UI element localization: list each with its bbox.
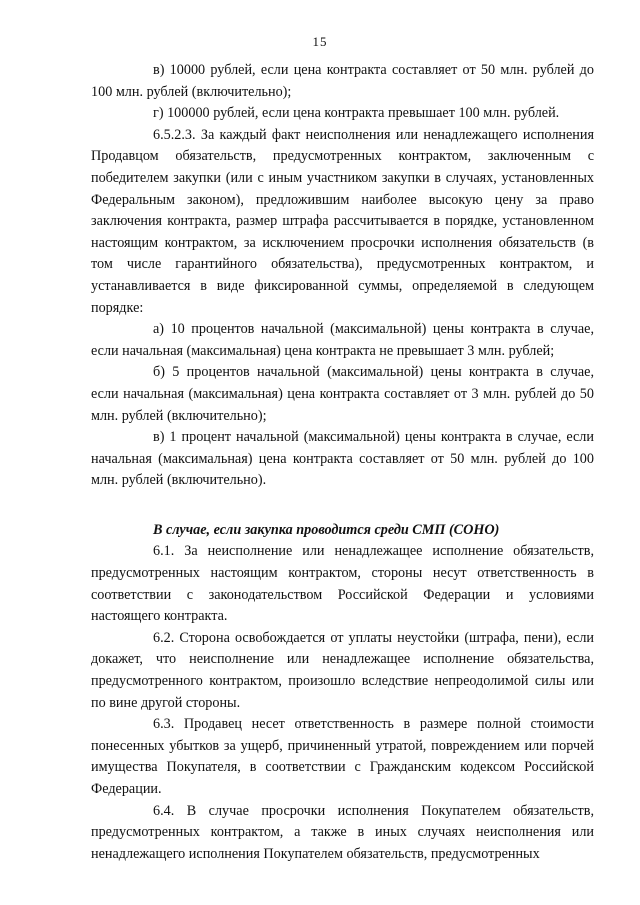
section-heading-smp-sono: В случае, если закупка проводится среди СМП (СОНО) (153, 521, 500, 538)
paragraph-clause-g-100000: г) 100000 рублей, если цена контракта превышает 100 млн. рублей. (153, 105, 560, 122)
page-number: 15 (312, 34, 328, 49)
paragraph-clause-v-10000: в) 10000 рублей, если цена контракта составляет от 50 млн. рублей до 100 млн. рублей (включительно); (91, 62, 594, 100)
paragraph-6-5-2-3: 6.5.2.3. За каждый факт неисполнения или ненадлежащего исполнения Продавцом обязательств, предусмотренных контрактом, заключенным с победителем закупки (или с иным участником закупки в случаях, установленных Федеральным законом), предложившим наиболее высокую цену за право заключения контракта, размер штрафа рассчитывается в порядке, установленном настоящим контрактом, за исключением просрочки исполнения обязательств (в том числе гарантийного обязательства), предусмотренных контрактом, и устанавливается в виде фиксированной суммы, определяемой в следующем порядке: (91, 126, 594, 316)
paragraph-6-3: 6.3. Продавец несет ответственность в размере полной стоимости понесенных убытков за ущерб, причиненный утратой, повреждением или порчей имущества Покупателя, в соответствии с Гражданским кодексом Российской Федерации. (91, 716, 594, 797)
paragraph-6-1: 6.1. За неисполнение или ненадлежащее исполнение обязательств, предусмотренных настоящим контрактом, стороны несут ответственность в соответствии с законодательством Российской Федерации и условиями настоящего контракта. (91, 543, 594, 625)
paragraph-6-2: 6.2. Сторона освобождается от уплаты неустойки (штрафа, пени), если докажет, что неисполнение или ненадлежащее исполнение обязательства, предусмотренного контрактом, произошло вследствие непреодолимой силы или по вине другой стороны. (91, 629, 594, 711)
paragraph-6-4: 6.4. В случае просрочки исполнения Покупателем обязательств, предусмотренных контрактом, а также в иных случаях неисполнения или ненадлежащего исполнения Покупателем обязательств, предусмотренных (91, 802, 594, 862)
paragraph-clause-a-10-percent: а) 10 процентов начальной (максимальной) цены контракта в случае, если начальная (максимальная) цена контракта не превышает 3 млн. рублей; (91, 321, 594, 359)
paragraph-clause-b-5-percent: б) 5 процентов начальной (максимальной) цены контракта в случае, если начальная (максимальная) цена контракта составляет от 3 млн. рублей до 50 млн. рублей (включительно); (91, 364, 594, 424)
paragraph-clause-v-1-percent: в) 1 процент начальной (максимальной) цены контракта в случае, если начальная (максимальная) цена контракта составляет от 50 млн. рублей до 100 млн. рублей (включительно). (91, 429, 594, 489)
document-body (91, 60, 594, 865)
